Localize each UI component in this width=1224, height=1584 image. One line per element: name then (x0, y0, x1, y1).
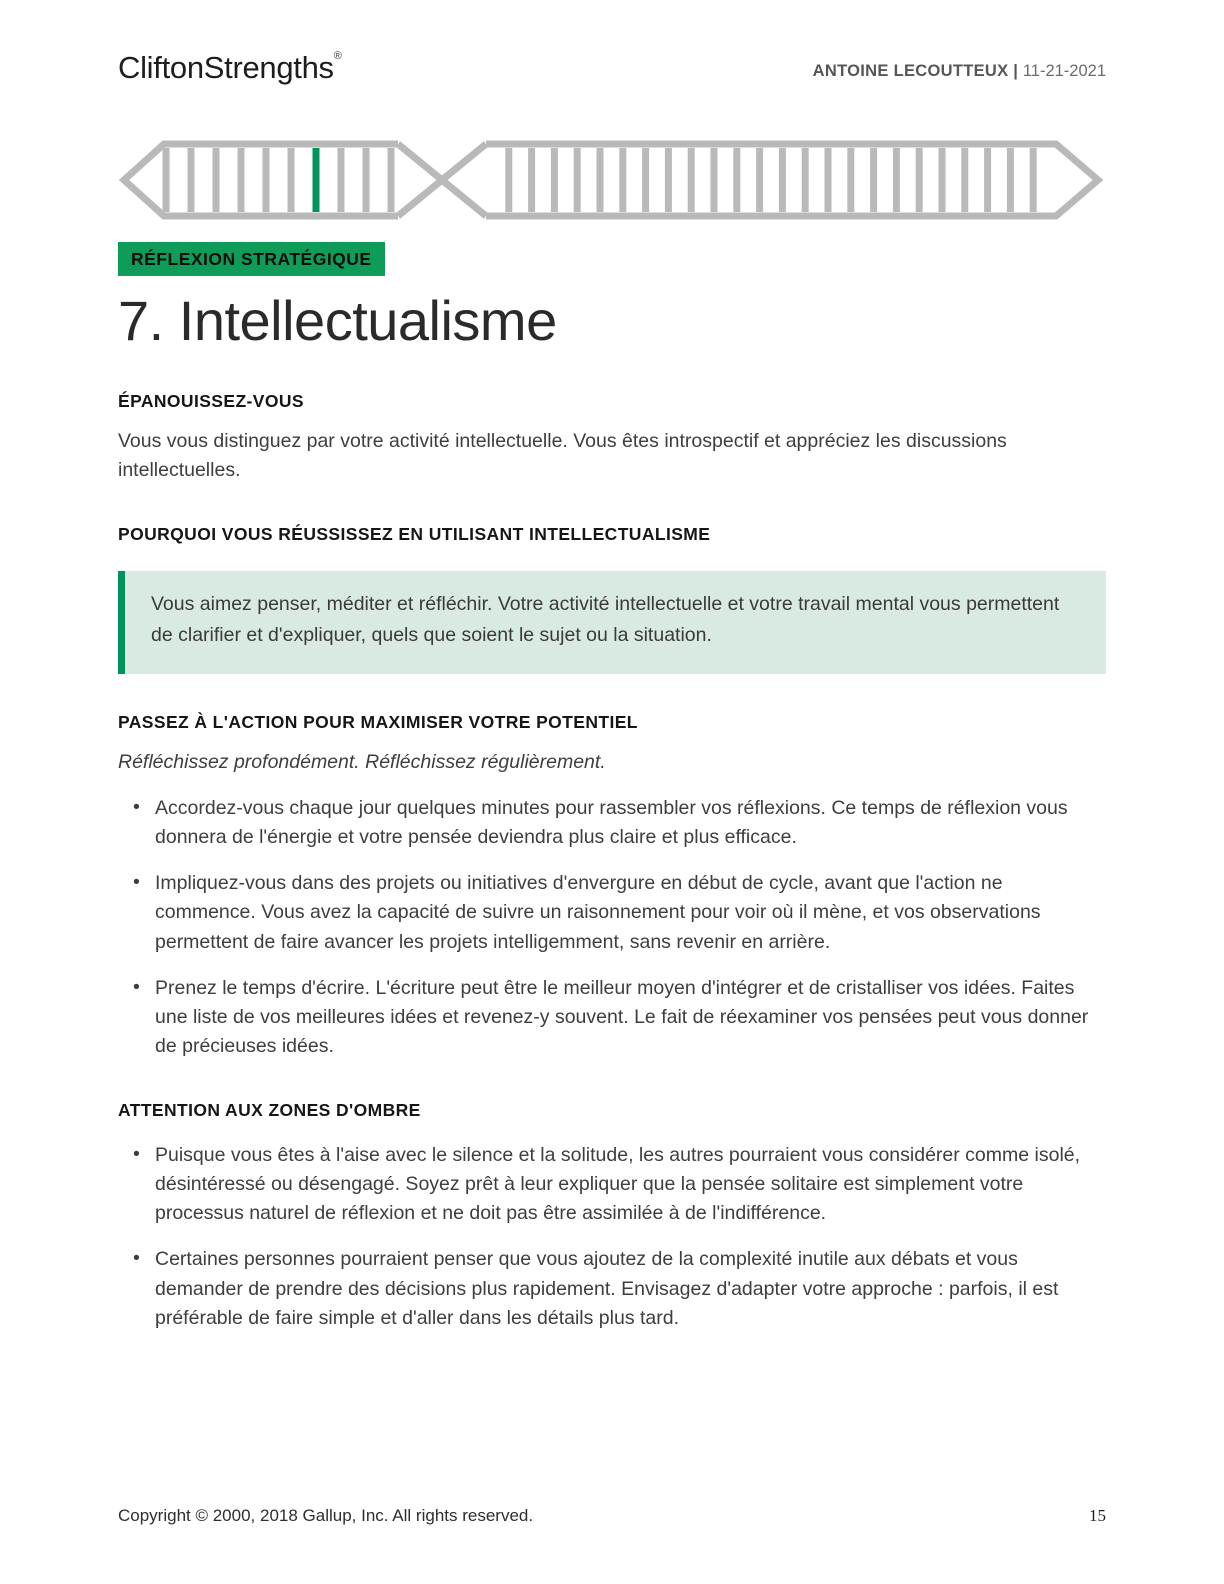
action-bullet-list (118, 794, 1106, 1062)
user-name: ANTOINE LECOUTTEUX | (812, 62, 1019, 80)
clifton-strengths-logo (118, 50, 342, 86)
page-header (118, 0, 1106, 86)
page-footer (118, 1506, 1106, 1526)
list-item: • Certaines personnes pourraient penser que vous ajoutez de la complexité inutile aux débats et vous demander de prendre des décisions plus rapidement. Envisagez d'adapter votre approche : parfois, il est préférable de faire simple et d'aller dans les détails plus tard. (118, 1245, 1106, 1333)
section-heading-thrive: ÉPANOUISSEZ-VOUS (118, 391, 304, 411)
action-lead-italic: Réfléchissez profondément. Réfléchissez régulièrement. (118, 750, 606, 773)
list-item: • Prenez le temps d'écrire. L'écriture peut être le meilleur moyen d'intégrer et de cristalliser vos idées. Faites une liste de vos meilleures idées et revenez-y souvent. Le fait de réexaminer vos pensées peut vous donner de précieuses idées. (118, 974, 1106, 1062)
section-heading-why: POURQUOI VOUS RÉUSSISSEZ EN UTILISANT INTELLECTUALISME (118, 523, 711, 544)
report-date: 11-21-2021 (1018, 62, 1106, 80)
dna-ribbon-svg (118, 136, 1106, 224)
why-quote-box: Vous aimez penser, méditer et réfléchir. Votre activité intellectuelle et votre travail mental vous permettent de clarifier et d'expliquer, quels que soient le sujet ou la situation. (118, 571, 1106, 674)
section-heading-action: PASSEZ À L'ACTION POUR MAXIMISER VOTRE POTENTIEL (118, 711, 638, 732)
list-item: • Accordez-vous chaque jour quelques minutes pour rassembler vos réflexions. Ce temps de réflexion vous donnera de l'énergie et votre pensée deviendra plus claire et plus efficace. (118, 794, 1106, 853)
thrive-paragraph: Vous vous distinguez par votre activité intellectuelle. Vous êtes introspectif et appréciez les discussions intellectuelles. (118, 430, 1007, 482)
brand-text: CliftonStrengths (118, 50, 334, 85)
theme-title: 7. Intellectualisme (118, 289, 557, 352)
list-item: • Puisque vous êtes à l'aise avec le silence et la solitude, les autres pourraient vous considérer comme isolé, désintéressé ou désengagé. Soyez prêt à leur expliquer que la pensée solitaire est simplement votre processus naturel de réflexion et ne doit pas être assimilée à de l'indifférence. (118, 1141, 1106, 1229)
blindspots-bullet-list (118, 1141, 1106, 1334)
header-user-date (813, 50, 1106, 81)
page-number: 15 (1089, 1506, 1106, 1525)
domain-badge: RÉFLEXION STRATÉGIQUE (118, 242, 385, 276)
dna-ribbon (118, 136, 1106, 224)
list-item: • Impliquez-vous dans des projets ou initiatives d'envergure en début de cycle, avant que l'action ne commence. Vous avez la capacité de suivre un raisonnement pour voir où il mène, et vos observations permettent de faire avancer les projets intelligemment, sans revenir en arrière. (118, 869, 1106, 957)
section-heading-blindspots: ATTENTION AUX ZONES D'OMBRE (118, 1099, 421, 1120)
registered-mark: ® (333, 50, 342, 62)
copyright-text: Copyright © 2000, 2018 Gallup, Inc. All rights reserved. (118, 1506, 534, 1525)
